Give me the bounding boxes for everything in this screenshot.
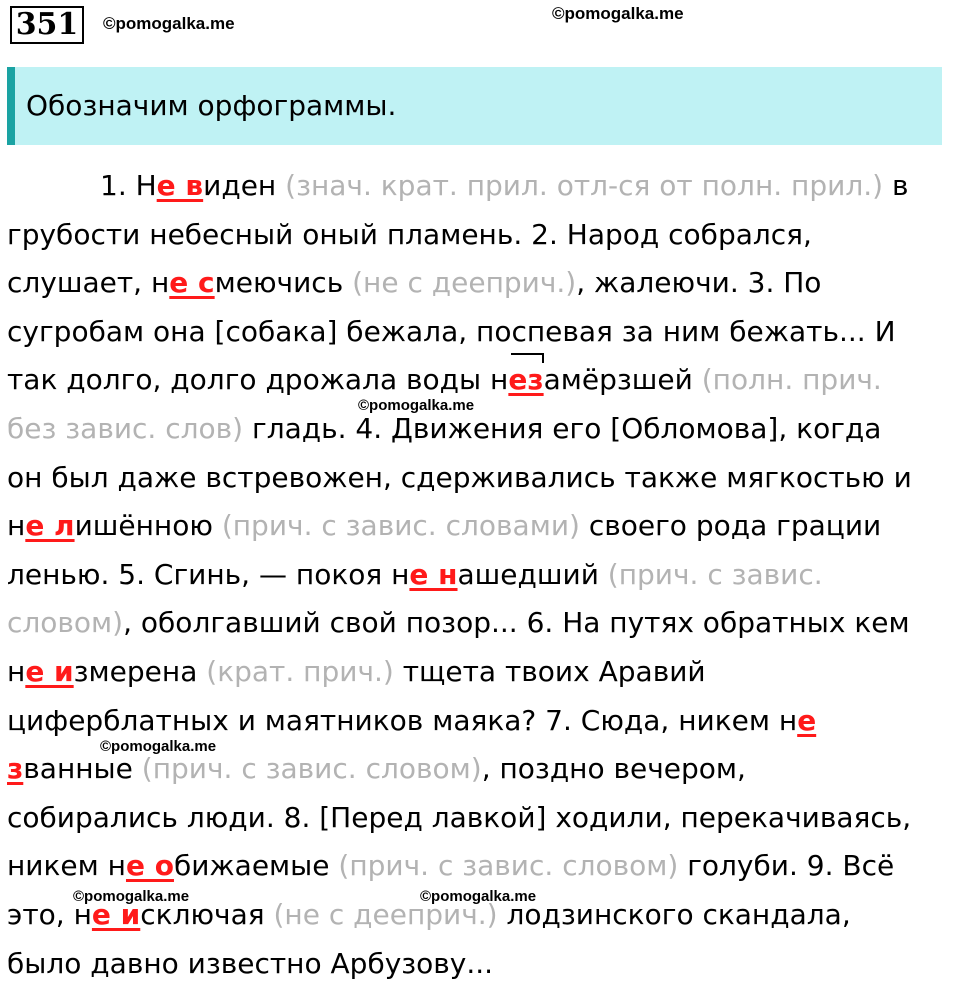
text-segment: бижаемые [173, 849, 339, 883]
text-segment: меючись [214, 266, 353, 300]
text-segment: собирались люди. 8. [Перед лавкой] ходили, перекачиваясь, [7, 800, 912, 834]
text-segment: сключая [140, 897, 274, 931]
text-line [7, 551, 952, 600]
orthogram-highlight: е [797, 703, 817, 737]
text-line [7, 259, 952, 308]
text-segment: циферблатных и маятников маяка? 7. Сюда, никем н [7, 703, 798, 737]
orthogram-highlight: е н [409, 557, 458, 591]
text-segment: , жалеючи. 3. По [576, 266, 822, 300]
text-segment: голуби. 9. Всё [678, 849, 895, 883]
text-segment: тщета твоих Аравий [393, 654, 706, 688]
orthogram-highlight: е и [91, 897, 141, 931]
exercise-text [7, 162, 952, 988]
text-line [7, 211, 952, 260]
text-segment: н [7, 654, 26, 688]
grammar-note: (прич. с завис. словами) [221, 509, 580, 543]
orthogram-highlight: е о [125, 849, 174, 883]
text-segment: ванные [23, 752, 142, 786]
watermark: ©pomogalka.me [552, 4, 684, 23]
orthogram-highlight: ез [508, 356, 543, 405]
watermark: ©pomogalka.me [420, 888, 537, 905]
text-line [7, 842, 952, 891]
watermark: ©pomogalka.me [103, 14, 235, 33]
orthogram-highlight: е л [25, 509, 75, 543]
heading-banner [7, 67, 942, 145]
text-segment: так долго, долго дрожала воды н [7, 363, 509, 397]
watermark: ©pomogalka.me [100, 738, 217, 755]
text-segment: никем н [7, 849, 126, 883]
text-segment: он был даже встревожен, сдерживались также мягкостью и [7, 460, 912, 494]
text-segment: лодзинского скандала, [497, 897, 851, 931]
text-segment: 1. Н [100, 169, 157, 202]
exercise-number: 351 [10, 6, 84, 44]
orthogram-highlight: е и [25, 654, 74, 688]
text-segment: сугробам она [собака] бежала, поспевая за ним бежать... И [7, 314, 896, 348]
grammar-note: (крат. прич.) [206, 654, 394, 688]
text-line [7, 405, 952, 454]
grammar-note: (полн. прич. [701, 363, 882, 397]
grammar-note: (прич. с завис. словом) [338, 849, 679, 883]
grammar-note: (прич. с завис. словом) [141, 752, 482, 786]
grammar-note: (знач. крат. прил. отл-ся от полн. прил.) [285, 169, 884, 202]
orthogram-highlight: з [7, 752, 24, 786]
text-segment: амёрзшей [543, 363, 702, 397]
grammar-note: словом) [7, 606, 124, 640]
text-line [7, 454, 952, 503]
grammar-note: без завис. слов) [7, 411, 244, 445]
text-line [7, 356, 952, 405]
text-line [7, 308, 952, 357]
text-segment: ленью. 5. Сгинь, — покоя н [7, 557, 410, 591]
grammar-note: (не с дееприч.) [352, 266, 577, 300]
text-segment: было давно известно Арбузову... [7, 946, 494, 980]
text-line [7, 940, 952, 989]
text-segment: змерена [73, 654, 207, 688]
grammar-note: (прич. с завис. [607, 557, 823, 591]
orthogram-highlight: е в [156, 169, 204, 202]
text-line [7, 599, 952, 648]
text-segment: , поздно вечером, [481, 752, 746, 786]
watermark: ©pomogalka.me [358, 397, 475, 414]
watermark: ©pomogalka.me [73, 888, 190, 905]
text-segment: своего рода грации [579, 509, 882, 543]
text-line [7, 502, 952, 551]
text-segment: грубости небесный оный пламень. 2. Народ собрался, [7, 217, 812, 251]
text-segment: ишённою [74, 509, 222, 543]
text-line [7, 794, 952, 843]
grammar-note: (не с дееприч.) [273, 897, 498, 931]
heading-text: Обозначим орфограммы. [26, 89, 397, 122]
text-segment: гладь. 4. Движения его [Обломова], когда [243, 411, 882, 445]
text-segment: в [883, 169, 909, 202]
text-segment: иден [203, 169, 286, 202]
text-line [7, 648, 952, 697]
text-segment: н [7, 509, 26, 543]
text-segment: , оболгавший свой позор... 6. На путях обратных кем [123, 606, 910, 640]
text-segment: слушает, н [7, 266, 170, 300]
text-segment: это, н [7, 897, 92, 931]
orthogram-highlight: е с [169, 266, 215, 300]
text-segment: ашедший [457, 557, 608, 591]
text-line [7, 162, 952, 211]
